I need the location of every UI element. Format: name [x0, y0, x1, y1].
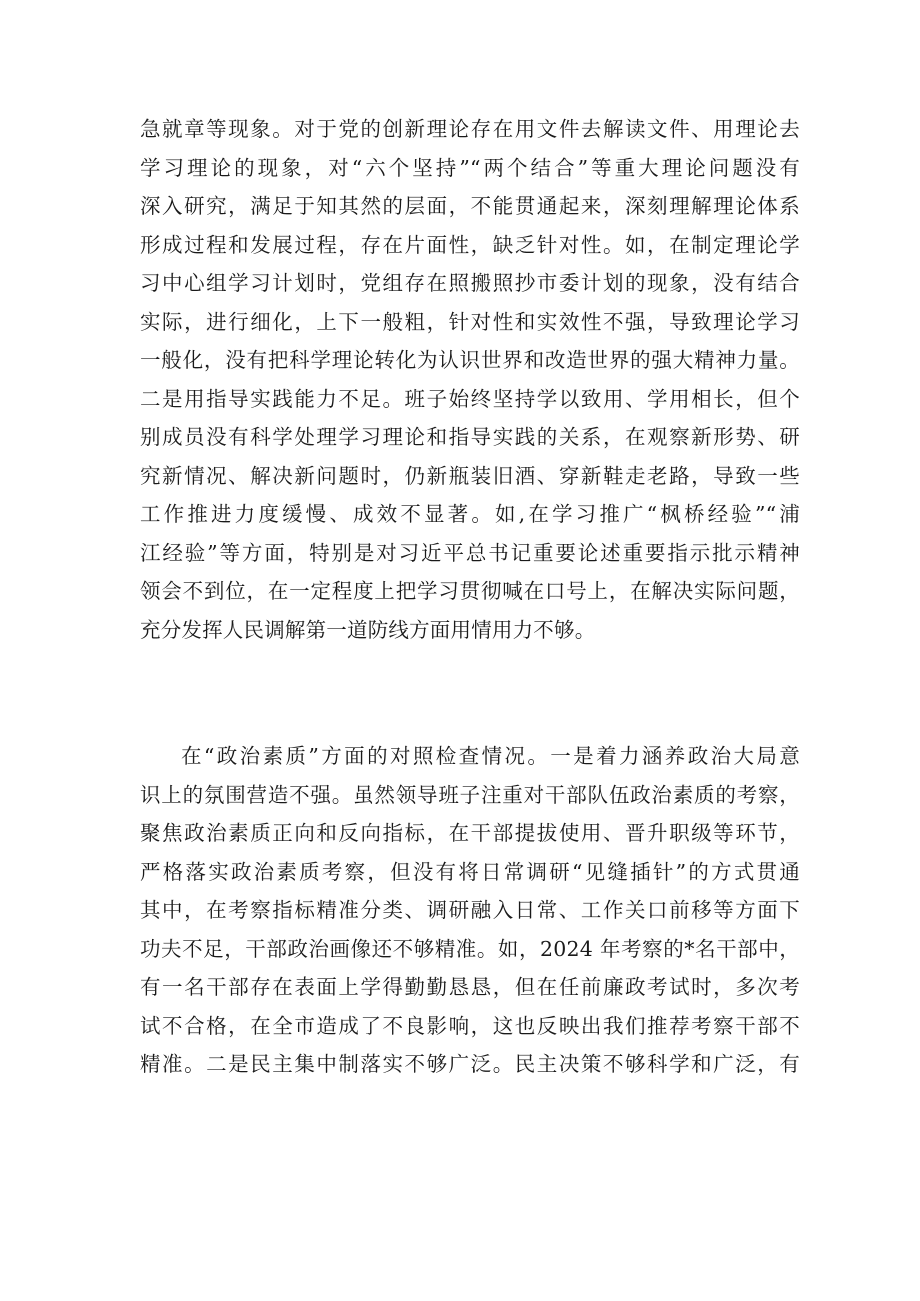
paragraph-line: 严格落实政治素质考察，但没有将日常调研“见缝插针”的方式贯通	[140, 859, 800, 884]
paragraph-line: 江经验”等方面，特别是对习近平总书记重要论述重要指示批示精神	[140, 540, 800, 565]
paragraph-line: 形成过程和发展过程，存在片面性，缺乏针对性。如，在制定理论学	[140, 232, 800, 257]
paragraph-line: 聚焦政治素质正向和反向指标，在干部提拔使用、晋升职级等环节，	[140, 821, 800, 845]
paragraph-line: 究新情况、解决新问题时，仍新瓶装旧酒、穿新鞋走老路，导致一些	[140, 463, 800, 488]
paragraph-line: 一般化，没有把科学理论转化为认识世界和改造世界的强大精神力量。	[140, 348, 800, 372]
paragraph-line: 领会不到位，在一定程度上把学习贯彻喊在口号上，在解决实际问题，	[140, 579, 800, 603]
paragraph-line: 急就章等现象。对于党的创新理论存在用文件去解读文件、用理论去	[140, 117, 800, 141]
paragraph-line: 深入研究，满足于知其然的层面，不能贯通起来，深刻理解理论体系	[140, 194, 800, 218]
paragraph-line: 学习理论的现象，对“六个坚持”“两个结合”等重大理论问题没有	[140, 155, 800, 180]
paragraph-line: 二是用指导实践能力不足。班子始终坚持学以致用、学用相长，但个	[140, 386, 800, 411]
paragraph-line: 工作推进力度缓慢、成效不显著。如,在学习推广“枫桥经验”“浦	[140, 502, 800, 526]
paragraph-line: 其中，在考察指标精准分类、调研融入日常、工作关口前移等方面下	[140, 898, 800, 922]
paragraph-line: 识上的氛围营造不强。虽然领导班子注重对干部队伍政治素质的考察，	[140, 782, 800, 807]
paragraph-line: 有一名干部存在表面上学得勤勤恳恳，但在任前廉政考试时，多次考	[140, 975, 800, 999]
paragraph-2	[140, 737, 800, 1084]
paragraph-line: 别成员没有科学处理学习理论和指导实践的关系，在观察新形势、研	[140, 425, 800, 449]
paragraph-line: 习中心组学习计划时，党组存在照搬照抄市委计划的现象，没有结合	[140, 271, 800, 295]
paragraph-line: 精准。二是民主集中制落实不够广泛。民主决策不够科学和广泛，有	[140, 1052, 800, 1076]
paragraph-line: 试不合格，在全市造成了不良影响，这也反映出我们推荐考察干部不	[140, 1013, 800, 1038]
paragraph-line: 功夫不足，干部政治画像还不够精准。如，2024 年考察的*名干部中，	[140, 936, 800, 961]
paragraph-line: 实际，进行细化，上下一般粗，针对性和实效性不强，导致理论学习	[140, 309, 800, 334]
paragraph-1	[140, 110, 800, 649]
paragraph-line: 在“政治素质”方面的对照检查情况。一是着力涵养政治大局意	[181, 744, 800, 768]
paragraph-line: 充分发挥人民调解第一道防线方面用情用力不够。	[140, 617, 596, 642]
